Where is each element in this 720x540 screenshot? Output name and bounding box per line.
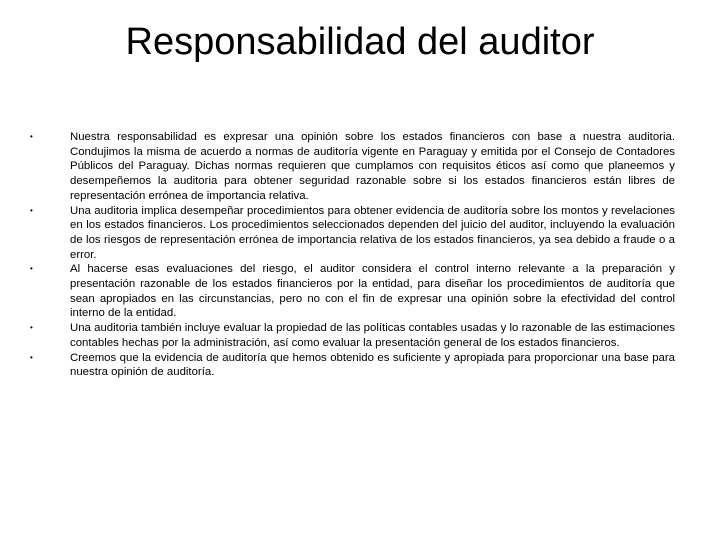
bullet-icon: • xyxy=(30,323,33,333)
bullet-text-5: Creemos que la evidencia de auditoría que hemos obtenido es suficiente y apropiada para proporcionar una base para nuestra opinión de auditoría. xyxy=(70,351,675,379)
bullet-item-5 xyxy=(30,351,675,380)
bullet-list xyxy=(30,130,675,380)
bullet-text-3: Al hacerse esas evaluaciones del riesgo, el auditor considera el control interno relevante a la preparación y presentación razonable de los estados financieros por la entidad, para diseñar los procedimientos de auditoría que sean apropiados en las circunstancias, pero no con el fin de expresar una opinión sobre la efectividad del control interno de la entidad. xyxy=(70,263,675,320)
bullet-icon: • xyxy=(30,132,33,141)
bullet-text-1: Nuestra responsabilidad es expresar una opinión sobre los estados financieros con base a nuestra auditoria. Condujimos la misma de acuerdo a normas de auditoría vigente en Paraguay y emitida por el Consejo de Contadores Públicos del Paraguay. Dichas normas requieren que cumplamos con requisitos éticos así como que planeemos y desempeñemos la auditoria para obtener seguridad razonable sobre si los estados financieros están libres de representación errónea de importancia relativa. xyxy=(70,131,675,202)
bullet-item-1 xyxy=(30,130,675,204)
bullet-item-4 xyxy=(30,321,675,350)
bullet-item-3 xyxy=(30,262,675,321)
bullet-icon: • xyxy=(30,264,33,274)
bullet-icon: • xyxy=(30,352,33,362)
bullet-text-4: Una auditoria también incluye evaluar la propiedad de las políticas contables usadas y lo razonable de las estimaciones contables hechas por la administración, así como evaluar la presentación general de los estados financieros. xyxy=(70,322,675,349)
bullet-icon: • xyxy=(30,205,33,215)
bullet-text-2: Una auditoria implica desempeñar procedimientos para obtener evidencia de auditoría sobre los montos y revelaciones en los estados financieros. Los procedimientos seleccionados dependen del juicio del auditor, incluyendo la evaluación de los riesgos de representación errónea de importancia relativa de los estados financieros, ya sea debido a fraude o a error. xyxy=(70,204,675,261)
slide-title: Responsabilidad del auditor xyxy=(125,21,595,63)
bullet-item-2 xyxy=(30,204,675,263)
